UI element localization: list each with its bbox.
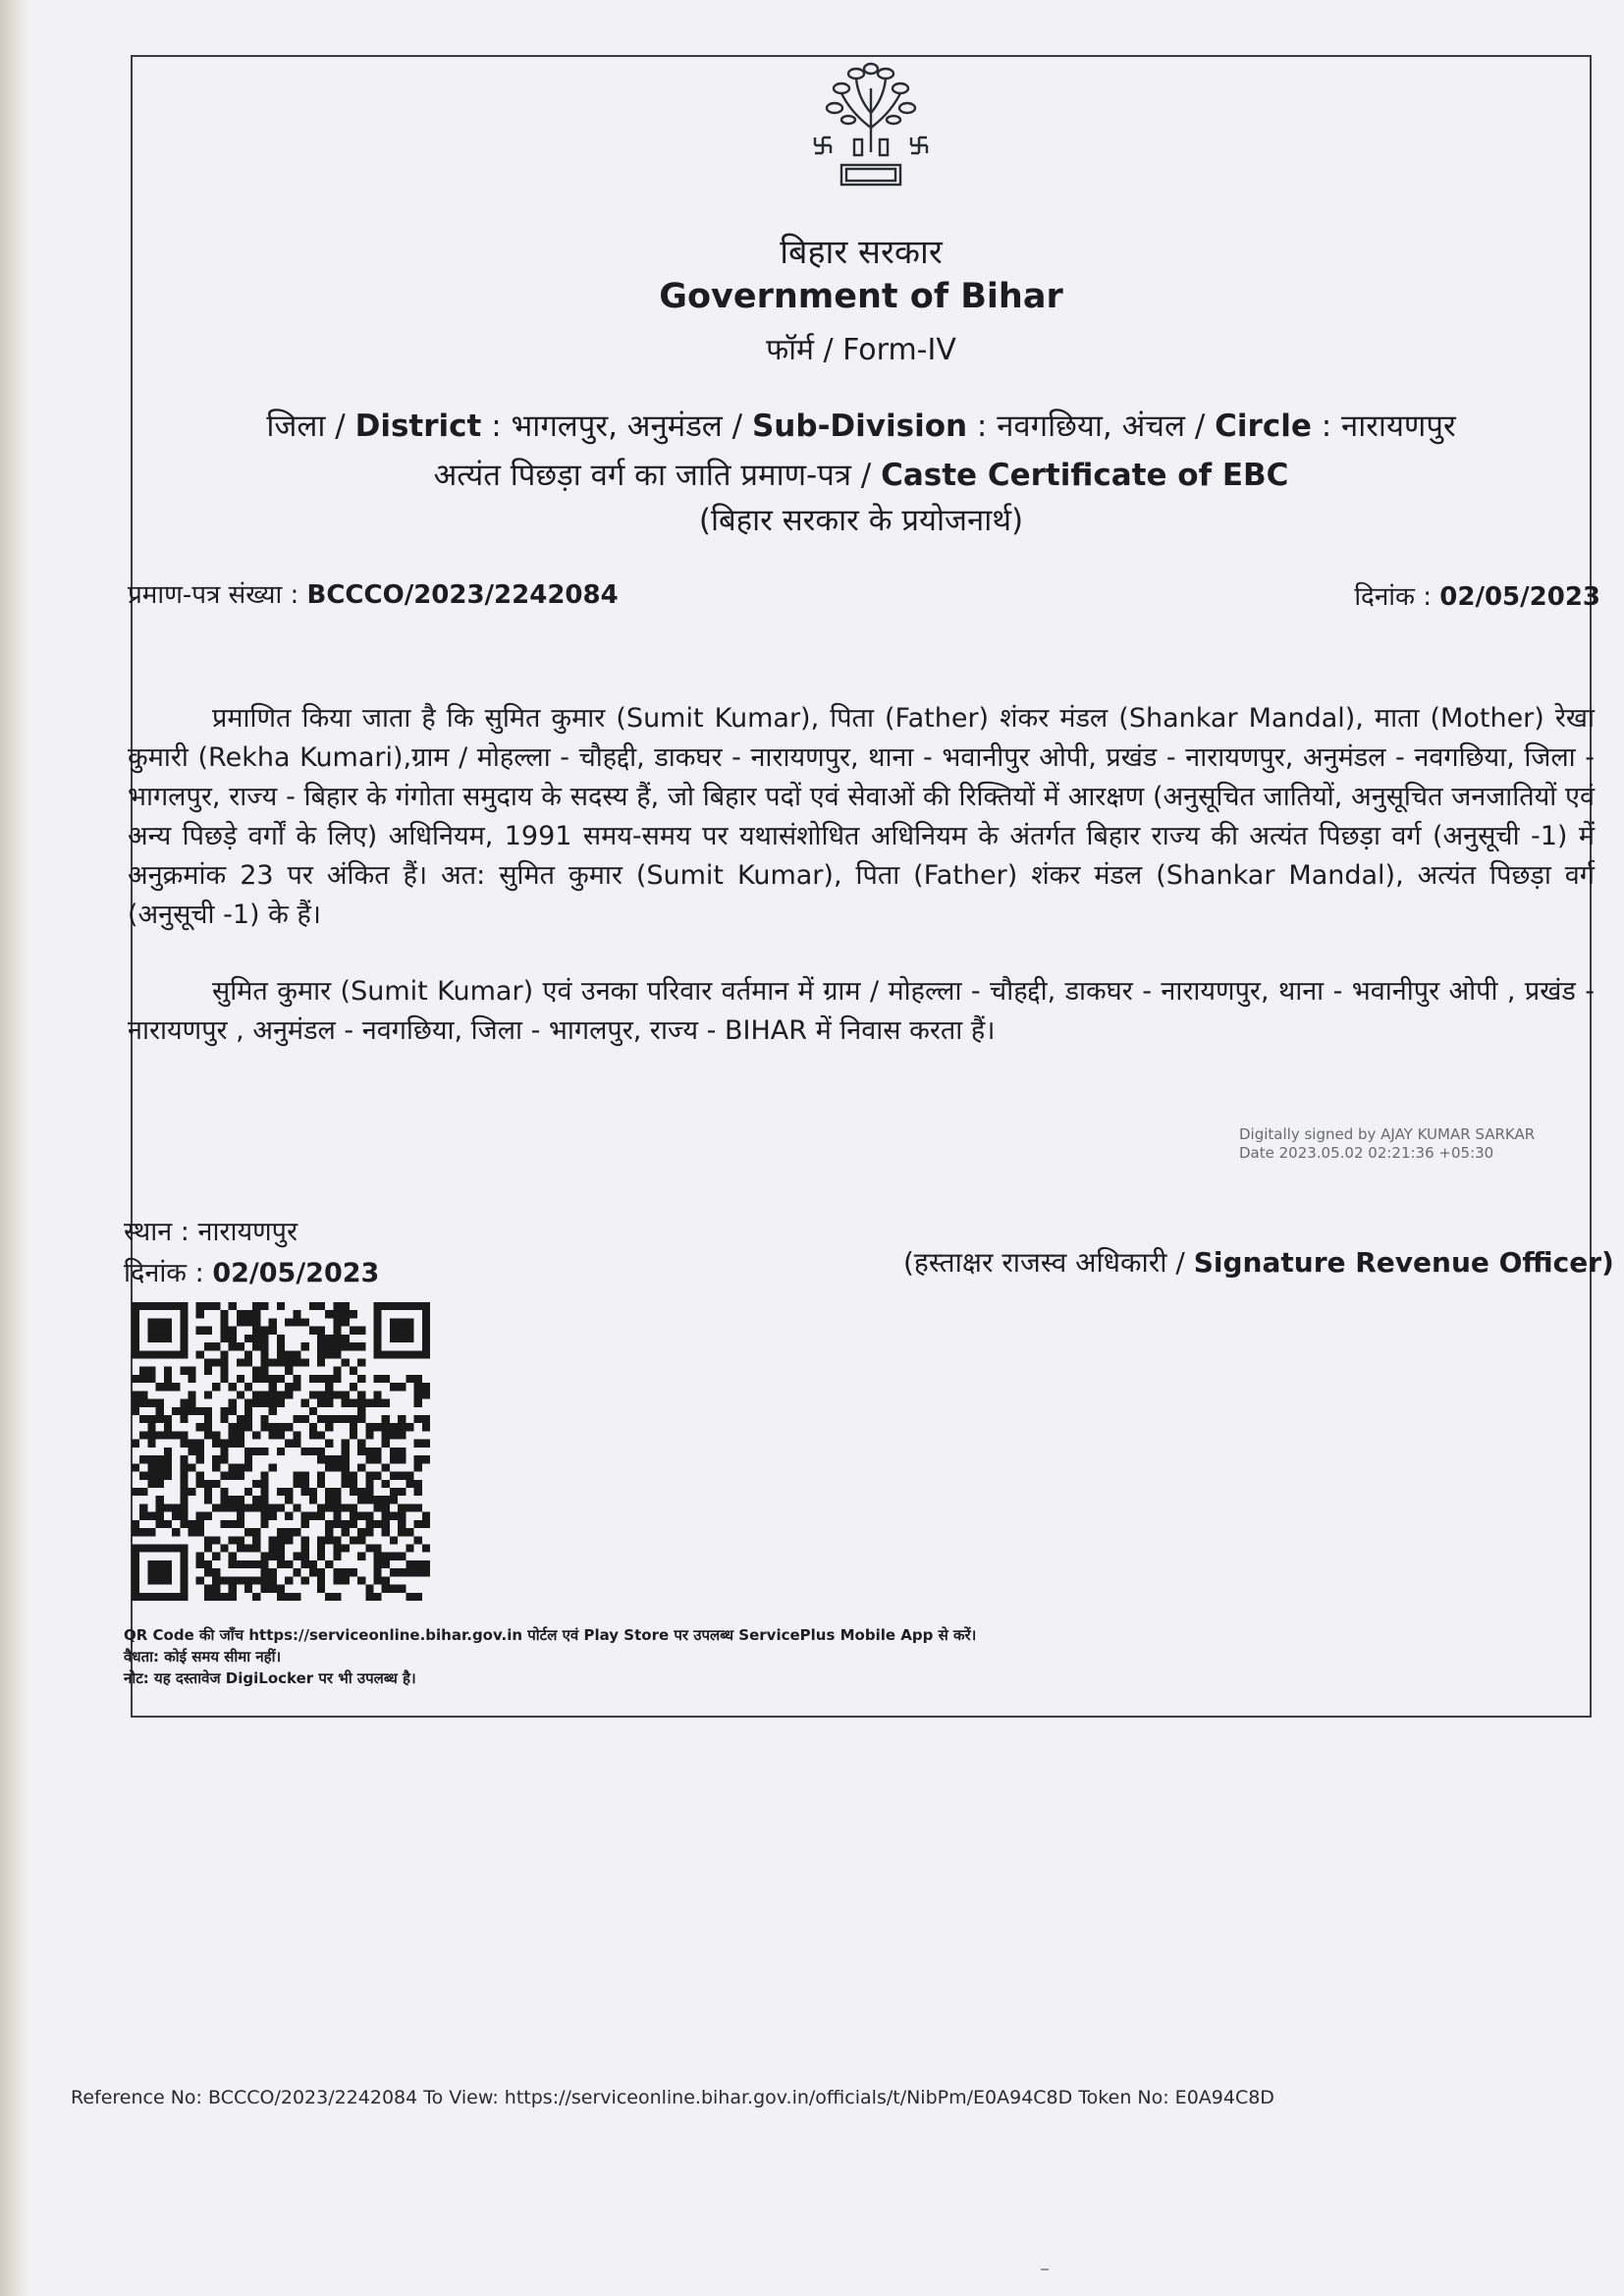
- circle-label-en: Circle: [1215, 409, 1312, 444]
- certificate-date-label: दिनांक :: [1354, 582, 1440, 612]
- subdivision-label-hi: अनुमंडल /: [626, 409, 752, 444]
- circle-label-hi: अंचल /: [1121, 409, 1216, 444]
- certificate-number-value: BCCCO/2023/2242084: [306, 580, 619, 610]
- certificate-title-hi: अत्यंत पिछड़ा वर्ग का जाति प्रमाण-पत्र /: [433, 458, 882, 493]
- verification-notes: [124, 1624, 976, 1689]
- qr-code-icon[interactable]: [132, 1302, 430, 1601]
- digital-signature: [1239, 1125, 1535, 1163]
- subdivision-label-en: Sub-Division: [751, 409, 968, 444]
- certificate-body-paragraph-1: प्रमाणित किया जाता है कि सुमित कुमार (Sumit Kumar), पिता (Father) शंकर मंडल (Shankar Mandal), माता (Mother) रेखा कुमारी (Rekha Kumari),ग्राम / मोहल्ला - चौहद्दी, डाकघर - नारायणपुर, थाना - भवानीपुर ओपी, प्रखंड - नारायणपुर, अनुमंडल - नवगछिया, जिला - भागलपुर, राज्य - बिहार के गंगोता समुदाय के सदस्य हैं, जो बिहार पदों एवं सेवाओं की रिक्तियों में आरक्षण (अनुसूचित जातियों, अनुसूचित जनजातियों एवं अन्य पिछड़े वर्गों के लिए) अधिनियम, 1991 समय-समय पर यथासंशोधित अधिनियम के अंतर्गत बिहार राज्य की अत्यंत पिछड़ा वर्ग (अनुसूची -1) में अनुक्रमांक 23 पर अंकित हैं। अत: सुमित कुमार (Sumit Kumar), पिता (Father) शंकर मंडल (Shankar Mandal), अत्यंत पिछड़ा वर्ग (अनुसूची -1) के हैं।: [128, 703, 1595, 930]
- issue-place: स्थान : नारायणपुर: [124, 1217, 298, 1247]
- certificate-date: [1354, 577, 1600, 613]
- district-label-hi: जिला /: [266, 409, 355, 444]
- certificate-body-paragraph-2: सुमित कुमार (Sumit Kumar) एवं उनका परिवार वर्तमान में ग्राम / मोहल्ला - चौहद्दी, डाकघर - नारायणपुर, थाना - भवानीपुर ओपी , प्रखंड - नारायणपुर , अनुमंडल - नवगछिया, जिला - भागलपुर, राज्य - BIHAR में निवास करता हैं।: [128, 976, 1595, 1046]
- jurisdiction-line: [131, 405, 1592, 446]
- issue-date-label: दिनांक :: [124, 1258, 213, 1288]
- certificate-date-value: 02/05/2023: [1439, 582, 1600, 612]
- note-digilocker: नोट: यह दस्तावेज DigiLocker पर भी उपलब्ध है।: [124, 1669, 416, 1687]
- certificate-number-label: प्रमाण-पत्र संख्या :: [128, 580, 307, 610]
- hindi-title: बिहार सरकार: [780, 233, 943, 272]
- circle-value: : नारायणपुर: [1311, 409, 1456, 444]
- issue-date: [124, 1253, 379, 1294]
- issue-date-value: 02/05/2023: [212, 1258, 380, 1288]
- signature-label: [903, 1243, 1614, 1281]
- note-qr-verification: QR Code की जाँच https://serviceonline.bihar.gov.in पोर्टल एवं Play Store पर उपलब्ध ServicePlus Mobile App से करें।: [124, 1626, 977, 1644]
- subdivision-value: : नवगछिया,: [967, 409, 1122, 444]
- digital-signature-signer: Digitally signed by AJAY KUMAR SARKAR: [1239, 1125, 1536, 1143]
- reference-footer: Reference No: BCCCO/2023/2242084 To View: https://serviceonline.bihar.gov.in/officials/t/NibPm/E0A94C8D Token No: E0A94C8D: [71, 2087, 1274, 2108]
- signature-label-en: Signature Revenue Officer): [1193, 1246, 1614, 1279]
- form-number: फॉर्म / Form-IV: [766, 333, 956, 367]
- scan-mark: [1041, 2269, 1049, 2270]
- certificate-purpose: (बिहार सरकार के प्रयोजनार्थ): [698, 503, 1024, 538]
- english-title: Government of Bihar: [659, 277, 1063, 316]
- scanned-page-edge: [0, 0, 29, 2296]
- district-value: : भागलपुर,: [481, 409, 627, 444]
- signature-label-hi: (हस्ताक्षर राजस्व अधिकारी /: [903, 1246, 1194, 1279]
- certificate-title-en: Caste Certificate of EBC: [881, 458, 1289, 493]
- district-label-en: District: [354, 409, 482, 444]
- certificate-number: [128, 575, 619, 611]
- issue-details: [124, 1212, 379, 1294]
- note-validity: वैधता: कोई समय सीमा नहीं।: [124, 1648, 282, 1666]
- bihar-emblem-icon: [807, 59, 935, 196]
- certificate-title: [131, 454, 1592, 495]
- digital-signature-date: Date 2023.05.02 02:21:36 +05:30: [1239, 1144, 1494, 1162]
